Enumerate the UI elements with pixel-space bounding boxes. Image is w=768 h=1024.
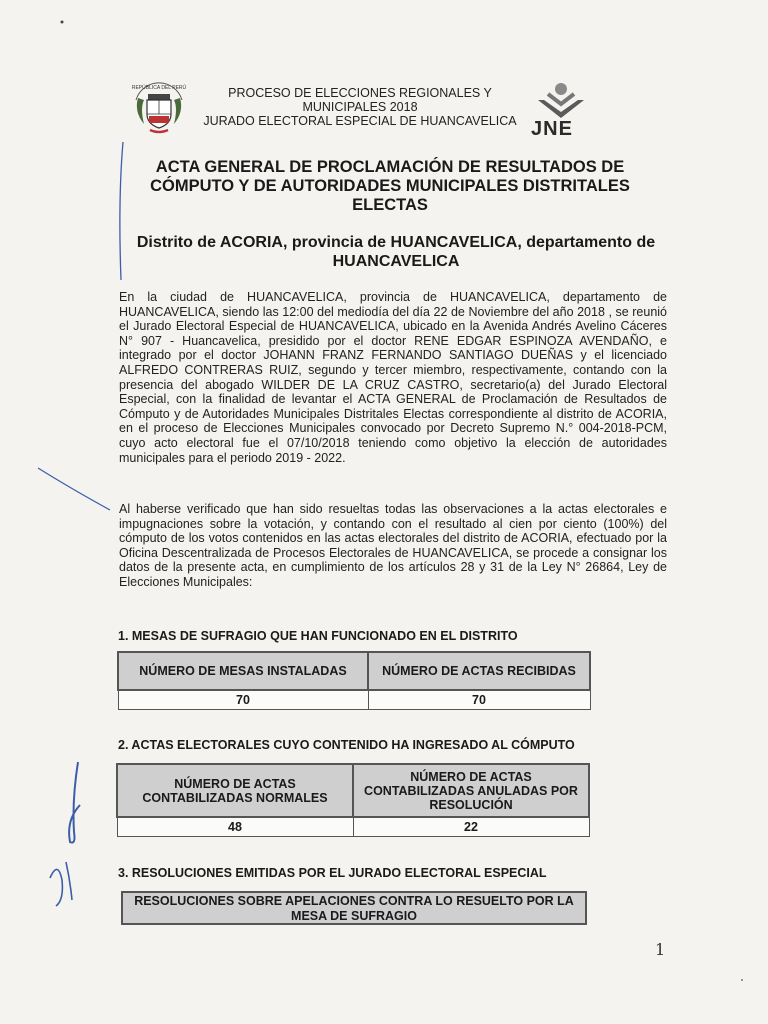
resoluciones-box: RESOLUCIONES SOBRE APELACIONES CONTRA LO RESUELTO POR LA MESA DE SUFRAGIO xyxy=(121,891,587,925)
table-actas-computo xyxy=(116,763,590,837)
header-text xyxy=(190,86,530,128)
header-line-2: MUNICIPALES 2018 xyxy=(302,100,418,114)
paragraph-verification: Al haberse verificado que han sido resueltas todas las observaciones a la actas electorales e impugnaciones sobre la votación, y contando con el resultado al cien por ciento (100%) del cómputo de los votos contenidos en las actas electorales del distrito de ACORIA, efectuado por la Oficina Descentralizada de Procesos Electorales de HUANCAVELICA, se procede a consignar los datos de la presente acta, en cumplimiento de los artículos 28 y 31 de la Ley N° 26864, Ley de Elecciones Municipales: xyxy=(119,502,667,589)
value-actas-recibidas: 70 xyxy=(368,690,590,710)
section-1-title: 1. MESAS DE SUFRAGIO QUE HAN FUNCIONADO EN EL DISTRITO xyxy=(118,629,518,643)
seal-text: REPÚBLICA DEL PERÚ xyxy=(131,85,187,91)
section-3-title: 3. RESOLUCIONES EMITIDAS POR EL JURADO ELECTORAL ESPECIAL xyxy=(118,866,547,880)
paragraph-introduction: En la ciudad de HUANCAVELICA, provincia de HUANCAVELICA, departamento de HUANCAVELICA, siendo las 12:00 del mediodía del día 22 de Noviembre del año 2018 , se reunió el Jurado Electoral Especial de HUANCAVELICA, ubicado en la Avenida Andrés Avelino Cáceres N° 907 - Huancavelica, presidido por el doctor RENE EDGAR ESPINOZA AVENDAÑO, e integrado por el doctor JOHANN FRANZ FERNANDO SANTIAGO DUEÑAS y el licenciado ALFREDO CONTRERAS RUIZ, segundo y tercer miembro, respectivamente, contando con la presencia del abogado WILDER DE LA CRUZ CASTRO, secretario(a) del Jurado Electoral Especial, con la finalidad de levantar el ACTA GENERAL de Proclamación de Resultados de Cómputo y de Autoridades Municipales Distritales Electas correspondiente al distrito de ACORIA, en el proceso de Elecciones Municipales convocado por Decreto Supremo N.° 004-2018-PCM, cuyo acto electoral fue el 07/10/2018 teniendo como objetivo la elección de autoridades municipales para el periodo 2019 - 2022. xyxy=(119,290,667,465)
column-header-actas-recibidas: NÚMERO DE ACTAS RECIBIDAS xyxy=(368,652,590,690)
page-number: 1 xyxy=(655,940,666,959)
value-actas-normales: 48 xyxy=(117,817,353,837)
document-header xyxy=(120,78,620,140)
initials-mark xyxy=(50,862,72,906)
table-mesas-sufragio xyxy=(117,651,591,710)
margin-curve-mark xyxy=(38,468,110,510)
value-actas-anuladas: 22 xyxy=(353,817,589,837)
column-header-mesas-instaladas: NÚMERO DE MESAS INSTALADAS xyxy=(118,652,368,690)
jne-logo-text: JNE xyxy=(531,118,573,140)
section-2-title: 2. ACTAS ELECTORALES CUYO CONTENIDO HA INGRESADO AL CÓMPUTO xyxy=(118,738,575,752)
signature-mark xyxy=(69,762,80,843)
header-line-3: JURADO ELECTORAL ESPECIAL DE HUANCAVELICA xyxy=(203,114,517,128)
column-header-actas-anuladas: NÚMERO DE ACTAS CONTABILIZADAS ANULADAS POR RESOLUCIÓN xyxy=(353,764,589,817)
header-line-1: PROCESO DE ELECCIONES REGIONALES Y xyxy=(228,86,492,100)
document-title: ACTA GENERAL DE PROCLAMACIÓN DE RESULTADOS DE CÓMPUTO Y DE AUTORIDADES MUNICIPALES DISTRITALES ELECTAS xyxy=(150,158,630,214)
district-heading: Distrito de ACORIA, provincia de HUANCAVELICA, departamento de HUANCAVELICA xyxy=(136,234,656,270)
peru-coat-of-arms-icon xyxy=(130,78,188,136)
value-mesas-instaladas: 70 xyxy=(118,690,368,710)
column-header-actas-normales: NÚMERO DE ACTAS CONTABILIZADAS NORMALES xyxy=(117,764,353,817)
